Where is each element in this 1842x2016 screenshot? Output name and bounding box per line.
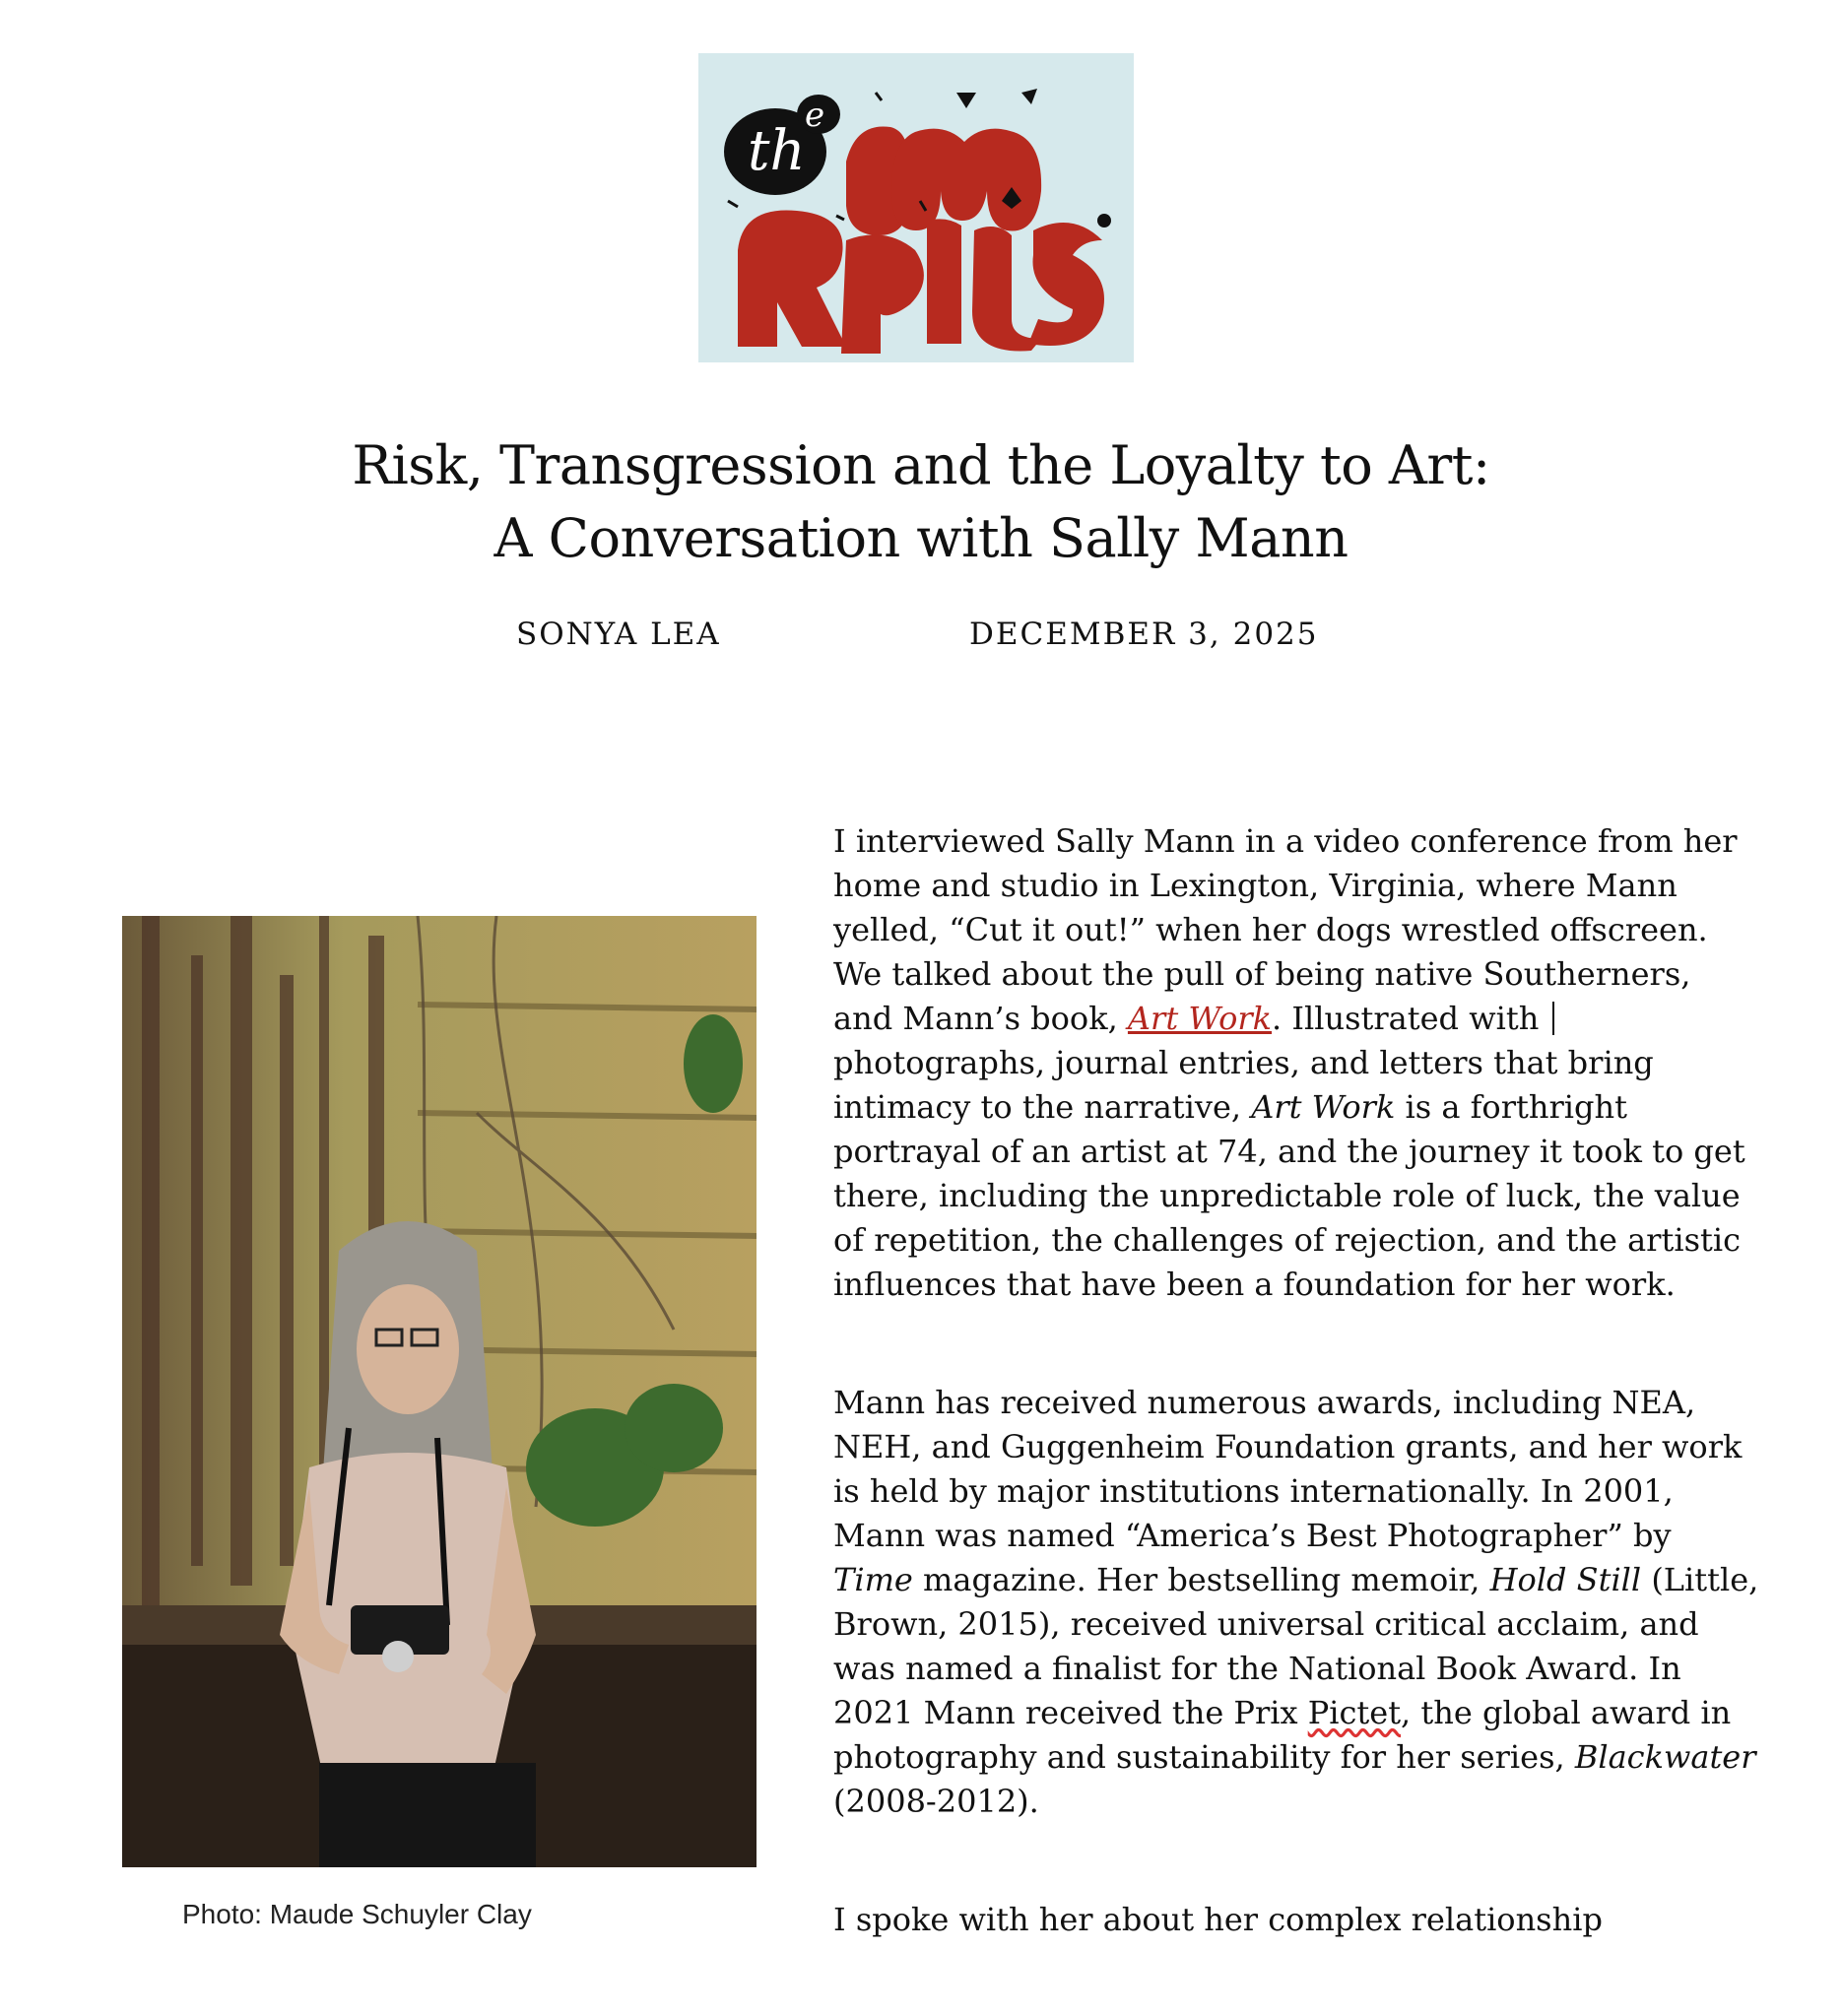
p1-book-title: Art Work (1251, 1088, 1396, 1126)
paragraph-2 (833, 1381, 1759, 1824)
p2-text-e: (2008-2012). (833, 1783, 1039, 1820)
p2-text-c: (Little, Brown, 2015), received universal critical acclaim, and was named a finalist for the National Book Award. In 2021 Mann received the Prix (833, 1561, 1759, 1731)
p2-series-title: Blackwater (1574, 1738, 1756, 1776)
article-body (833, 819, 1759, 2016)
p2-text-b: magazine. Her bestselling memoir, (912, 1561, 1490, 1598)
svg-text:th: th (748, 119, 806, 183)
p1-text-b: . Illustrated with (1272, 1000, 1549, 1037)
svg-text:e: e (805, 96, 825, 135)
p1-text-c: photographs, journal entries, and letters that bring intimacy to the narrative, (833, 1044, 1654, 1126)
p2-memoir-title: Hold Still (1489, 1561, 1642, 1598)
paragraph-1 (833, 819, 1759, 1307)
p1-text-a: I interviewed Sally Mann in a video conference from her home and studio in Lexington, Virginia, where Mann yelled, “Cut it out!” when her dogs wrestled offscreen. We talked about the pull of being native Southerners, and Mann’s book, (833, 822, 1738, 1037)
title-line-2: A Conversation with Sally Mann (493, 507, 1349, 569)
rumpus-logo (698, 53, 1134, 362)
title-line-1: Risk, Transgression and the Loyalty to Art: (352, 434, 1490, 496)
paragraph-3 (833, 1898, 1759, 1942)
article-title (0, 429, 1842, 575)
portrait-image (122, 916, 757, 1867)
p2-text-a: Mann has received numerous awards, including NEA, NEH, and Guggenheim Foundation grants, and her work is held by major institutions internationally. In 2001, Mann was named “America’s Best Photographer” by (833, 1384, 1743, 1554)
author-name[interactable]: SONYA LEA (516, 617, 721, 652)
p1-text-d: is a forthright portrayal of an artist at 74, and the journey it took to get there, including the unpredictable role of luck, the value of repetition, the challenges of rejection, and the artistic influences that have been a foundation for her work. (833, 1088, 1745, 1303)
p3-text-a: I spoke with her about her complex relationship (833, 1901, 1603, 1938)
text-cursor (1552, 1002, 1554, 1035)
p2-magazine-title: Time (833, 1561, 913, 1598)
photo-caption: Photo: Maude Schuyler Clay (182, 1899, 532, 1929)
p2-text-d: , the global award in photography and sustainability for her series, (833, 1694, 1732, 1776)
publish-date: DECEMBER 3, 2025 (969, 617, 1319, 652)
rumpus-logo-icon (698, 53, 1134, 362)
art-work-link[interactable]: Art Work (1127, 1000, 1273, 1037)
spellcheck-word[interactable]: Pictet (1307, 1694, 1402, 1731)
portrait-photo (122, 916, 757, 1867)
